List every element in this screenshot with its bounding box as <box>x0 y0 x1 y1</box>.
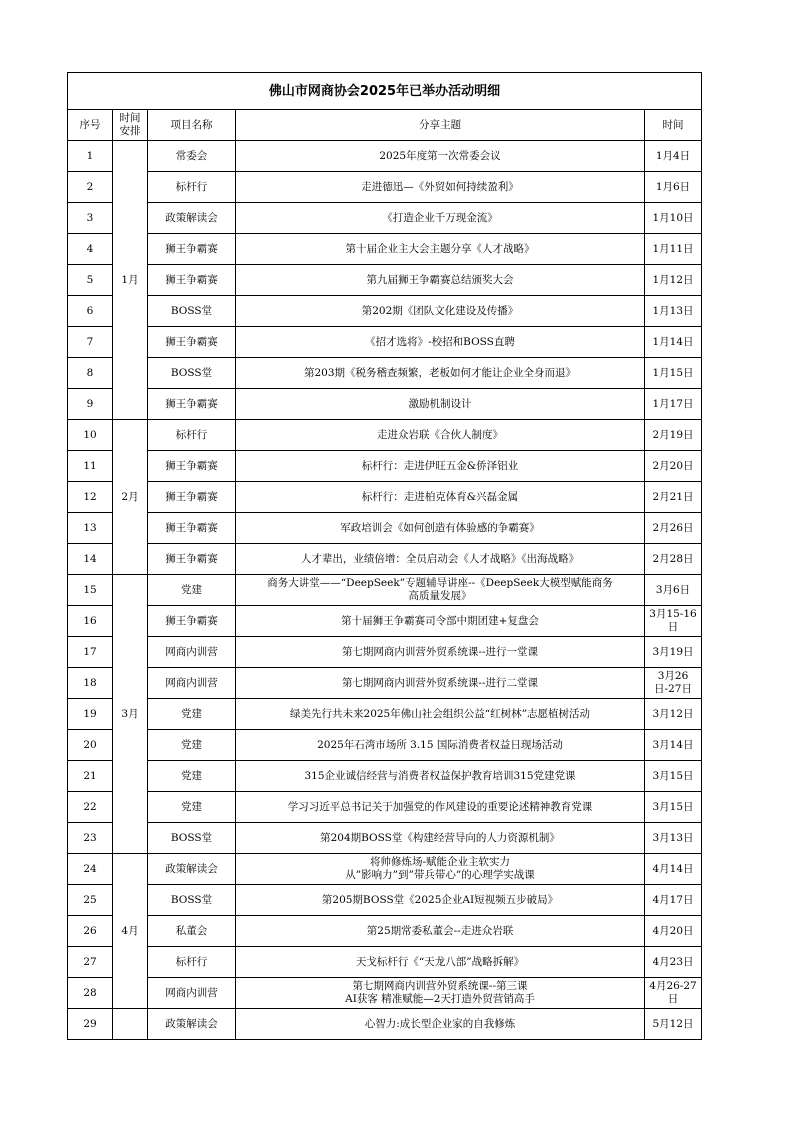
row-seq: 13 <box>68 513 113 544</box>
row-date: 4月23日 <box>645 947 702 978</box>
row-project-name: 狮王争霸赛 <box>148 544 236 575</box>
table-row <box>68 513 702 544</box>
table-row <box>68 699 702 730</box>
table-row <box>68 575 702 606</box>
row-topic <box>236 172 645 203</box>
row-date: 2月19日 <box>645 420 702 451</box>
row-topic <box>236 947 645 978</box>
row-date: 4月17日 <box>645 885 702 916</box>
row-project-name: 狮王争霸赛 <box>148 606 236 637</box>
row-topic-line: 第205期BOSS堂《2025企业AI短视频五步破局》 <box>321 893 559 906</box>
table-row <box>68 606 702 637</box>
row-date: 1月10日 <box>645 203 702 234</box>
row-seq: 8 <box>68 358 113 389</box>
row-seq: 7 <box>68 327 113 358</box>
table-row <box>68 234 702 265</box>
row-project-name: 党建 <box>148 730 236 761</box>
row-seq: 22 <box>68 792 113 823</box>
month-cell <box>113 1009 148 1040</box>
row-seq: 23 <box>68 823 113 854</box>
row-project-name: 党建 <box>148 761 236 792</box>
row-date: 4月20日 <box>645 916 702 947</box>
table-row <box>68 761 702 792</box>
row-topic <box>236 358 645 389</box>
row-topic-line: 激励机制设计 <box>408 397 472 410</box>
table-row <box>68 358 702 389</box>
row-project-name: 党建 <box>148 699 236 730</box>
row-project-name: 常委会 <box>148 141 236 172</box>
row-project-name: BOSS堂 <box>148 885 236 916</box>
row-project-name: BOSS堂 <box>148 358 236 389</box>
row-topic-line: 人才辈出，业绩倍增：全员启动会《人才战略》《出海战略》 <box>300 552 580 565</box>
table-row <box>68 451 702 482</box>
row-topic <box>236 327 645 358</box>
row-topic-line: 第25期常委私董会--走进众岩联 <box>366 924 514 937</box>
table-row <box>68 141 702 172</box>
row-topic <box>236 699 645 730</box>
row-project-name: 网商内训营 <box>148 978 236 1009</box>
row-topic-line: 绿美先行共未来2025年佛山社会组织公益“红树林”志愿植树活动 <box>290 707 590 720</box>
row-date: 1月14日 <box>645 327 702 358</box>
row-topic-line: 将帅修炼场-赋能企业主软实力 <box>369 856 511 868</box>
row-date: 3月15-16日 <box>645 606 702 637</box>
row-topic-line: 学习习近平总书记关于加强党的作风建设的重要论述精神教育党课 <box>287 800 593 813</box>
row-seq: 1 <box>68 141 113 172</box>
row-project-name: 政策解读会 <box>148 854 236 885</box>
row-project-name: 政策解读会 <box>148 1009 236 1040</box>
row-project-name: 狮王争霸赛 <box>148 513 236 544</box>
month-cell: 3月 <box>113 575 148 854</box>
row-date: 1月17日 <box>645 389 702 420</box>
row-seq: 18 <box>68 668 113 699</box>
row-topic-line: 2025年度第一次常委会议 <box>379 149 501 162</box>
row-topic-line: 商务大讲堂——“DeepSeek”专题辅导讲座--《DeepSeek大模型赋能商务 <box>267 577 613 589</box>
row-topic-line: 走进众岩联《合伙人制度》 <box>377 428 503 441</box>
row-date: 4月14日 <box>645 854 702 885</box>
row-seq: 16 <box>68 606 113 637</box>
table-row <box>68 978 702 1009</box>
row-topic-line: 《招才选将》-校招和BOSS直聘 <box>365 335 515 348</box>
header-name: 项目名称 <box>148 110 236 141</box>
row-topic-line: 走进德迅—《外贸如何持续盈利》 <box>361 180 519 193</box>
row-topic-line: 2025年石湾市场所 3.15 国际消费者权益日现场活动 <box>317 738 563 751</box>
header-period-line1: 时间 <box>119 112 141 124</box>
row-topic <box>236 451 645 482</box>
row-project-name: 狮王争霸赛 <box>148 327 236 358</box>
row-seq: 26 <box>68 916 113 947</box>
table-row <box>68 854 702 885</box>
table-row <box>68 203 702 234</box>
row-project-name: 网商内训营 <box>148 668 236 699</box>
row-seq: 20 <box>68 730 113 761</box>
header-period-line2: 安排 <box>119 125 141 137</box>
header-topic: 分享主题 <box>236 110 645 141</box>
row-topic <box>236 885 645 916</box>
row-topic-line: 第十届狮王争霸赛司令部中期团建+复盘会 <box>341 614 539 627</box>
row-seq: 29 <box>68 1009 113 1040</box>
table-row <box>68 668 702 699</box>
table-row <box>68 265 702 296</box>
row-seq: 5 <box>68 265 113 296</box>
row-project-name: 标杆行 <box>148 172 236 203</box>
row-topic-line: 标杆行：走进伊旺五金&侨泽铝业 <box>361 459 519 472</box>
row-project-name: 标杆行 <box>148 947 236 978</box>
row-topic-line: AI获客 精准赋能—2天打造外贸营销高手 <box>345 993 535 1005</box>
row-date: 5月12日 <box>645 1009 702 1040</box>
row-project-name: 党建 <box>148 792 236 823</box>
row-topic-line: 心智力:成长型企业家的自我修炼 <box>364 1017 516 1030</box>
row-date: 1月13日 <box>645 296 702 327</box>
row-seq: 11 <box>68 451 113 482</box>
table-row <box>68 544 702 575</box>
table-row <box>68 1009 702 1040</box>
row-seq: 24 <box>68 854 113 885</box>
row-topic <box>236 916 645 947</box>
row-topic <box>236 544 645 575</box>
row-topic-line: 从”影响力”到”带兵带心”的心理学实战课 <box>345 869 535 881</box>
row-topic <box>236 730 645 761</box>
row-project-name: 狮王争霸赛 <box>148 482 236 513</box>
row-topic-line: 第七期网商内训营外贸系统课--第三课 <box>352 980 528 992</box>
table-row <box>68 296 702 327</box>
row-date: 1月15日 <box>645 358 702 389</box>
row-seq: 27 <box>68 947 113 978</box>
table-row <box>68 885 702 916</box>
row-seq: 4 <box>68 234 113 265</box>
table-row <box>68 947 702 978</box>
row-project-name: 网商内训营 <box>148 637 236 668</box>
row-topic <box>236 420 645 451</box>
row-seq: 14 <box>68 544 113 575</box>
row-topic-line: 高质量发展》 <box>408 590 472 602</box>
table-row <box>68 823 702 854</box>
table-title: 佛山市网商协会2025年已举办活动明细 <box>68 73 702 110</box>
row-topic-line: 315企业诚信经营与消费者权益保护教育培训315党建党课 <box>304 769 576 782</box>
row-topic-line: 《打造企业千万现金流》 <box>382 211 498 224</box>
table-row <box>68 482 702 513</box>
table-row <box>68 792 702 823</box>
row-topic <box>236 265 645 296</box>
row-seq: 25 <box>68 885 113 916</box>
row-date: 2月21日 <box>645 482 702 513</box>
row-topic <box>236 141 645 172</box>
table-row <box>68 172 702 203</box>
row-seq: 2 <box>68 172 113 203</box>
row-topic-line: 第204期BOSS堂《构建经营导向的人力资源机制》 <box>320 831 560 844</box>
row-topic-line: 标杆行：走进柏克体育&兴磊金属 <box>361 490 519 503</box>
row-seq: 9 <box>68 389 113 420</box>
row-date: 3月14日 <box>645 730 702 761</box>
row-project-name: 狮王争霸赛 <box>148 451 236 482</box>
row-topic-line: 第202期《团队文化建设及传播》 <box>361 304 519 317</box>
row-topic-line: 天戈标杆行《“天龙八部”战略拆解》 <box>355 955 525 968</box>
row-project-name: 标杆行 <box>148 420 236 451</box>
row-date: 1月6日 <box>645 172 702 203</box>
row-date: 1月4日 <box>645 141 702 172</box>
row-topic <box>236 482 645 513</box>
row-topic-line: 军政培训会《如何创造有体验感的争霸赛》 <box>340 521 540 534</box>
row-seq: 15 <box>68 575 113 606</box>
row-date: 3月15日 <box>645 792 702 823</box>
row-topic-line: 第203期《税务稽查频繁，老板如何才能让企业全身而退》 <box>303 366 577 379</box>
row-project-name: 党建 <box>148 575 236 606</box>
header-period <box>113 110 148 141</box>
row-topic <box>236 1009 645 1040</box>
row-topic <box>236 234 645 265</box>
row-project-name: 狮王争霸赛 <box>148 265 236 296</box>
header-date: 时间 <box>645 110 702 141</box>
row-date: 2月26日 <box>645 513 702 544</box>
month-cell: 4月 <box>113 854 148 1009</box>
row-topic-line: 第十届企业主大会主题分享《人才战略》 <box>345 242 535 255</box>
row-topic <box>236 203 645 234</box>
row-seq: 12 <box>68 482 113 513</box>
row-seq: 21 <box>68 761 113 792</box>
month-cell: 1月 <box>113 141 148 420</box>
row-topic <box>236 606 645 637</box>
row-topic <box>236 637 645 668</box>
row-date: 3月6日 <box>645 575 702 606</box>
row-topic-line: 第七期网商内训营外贸系统课--进行一堂课 <box>341 645 539 658</box>
row-project-name: BOSS堂 <box>148 296 236 327</box>
row-topic <box>236 389 645 420</box>
row-topic <box>236 575 645 606</box>
row-project-name: BOSS堂 <box>148 823 236 854</box>
row-seq: 19 <box>68 699 113 730</box>
row-date: 3月15日 <box>645 761 702 792</box>
table-row <box>68 730 702 761</box>
row-date: 2月20日 <box>645 451 702 482</box>
row-topic <box>236 823 645 854</box>
row-date: 1月12日 <box>645 265 702 296</box>
row-topic <box>236 668 645 699</box>
row-date: 3月19日 <box>645 637 702 668</box>
activity-table <box>67 72 702 1040</box>
row-date: 3月12日 <box>645 699 702 730</box>
row-project-name: 私董会 <box>148 916 236 947</box>
row-seq: 3 <box>68 203 113 234</box>
table-row <box>68 916 702 947</box>
row-seq: 10 <box>68 420 113 451</box>
table-row <box>68 389 702 420</box>
row-topic <box>236 978 645 1009</box>
row-topic-line: 第九届狮王争霸赛总结颁奖大会 <box>366 273 514 286</box>
table-row <box>68 637 702 668</box>
row-topic <box>236 792 645 823</box>
table-row <box>68 420 702 451</box>
row-date: 4月26-27日 <box>645 978 702 1009</box>
row-topic-line: 第七期网商内训营外贸系统课--进行二堂课 <box>341 676 539 689</box>
row-topic <box>236 296 645 327</box>
row-project-name: 狮王争霸赛 <box>148 234 236 265</box>
month-cell: 2月 <box>113 420 148 575</box>
row-topic <box>236 761 645 792</box>
row-seq: 17 <box>68 637 113 668</box>
row-topic <box>236 513 645 544</box>
row-date: 3月13日 <box>645 823 702 854</box>
row-project-name: 狮王争霸赛 <box>148 389 236 420</box>
row-project-name: 政策解读会 <box>148 203 236 234</box>
header-seq: 序号 <box>68 110 113 141</box>
row-date: 2月28日 <box>645 544 702 575</box>
table-row <box>68 327 702 358</box>
row-topic <box>236 854 645 885</box>
row-seq: 6 <box>68 296 113 327</box>
row-date: 3月26日-27日 <box>645 668 702 699</box>
row-date: 1月11日 <box>645 234 702 265</box>
row-seq: 28 <box>68 978 113 1009</box>
